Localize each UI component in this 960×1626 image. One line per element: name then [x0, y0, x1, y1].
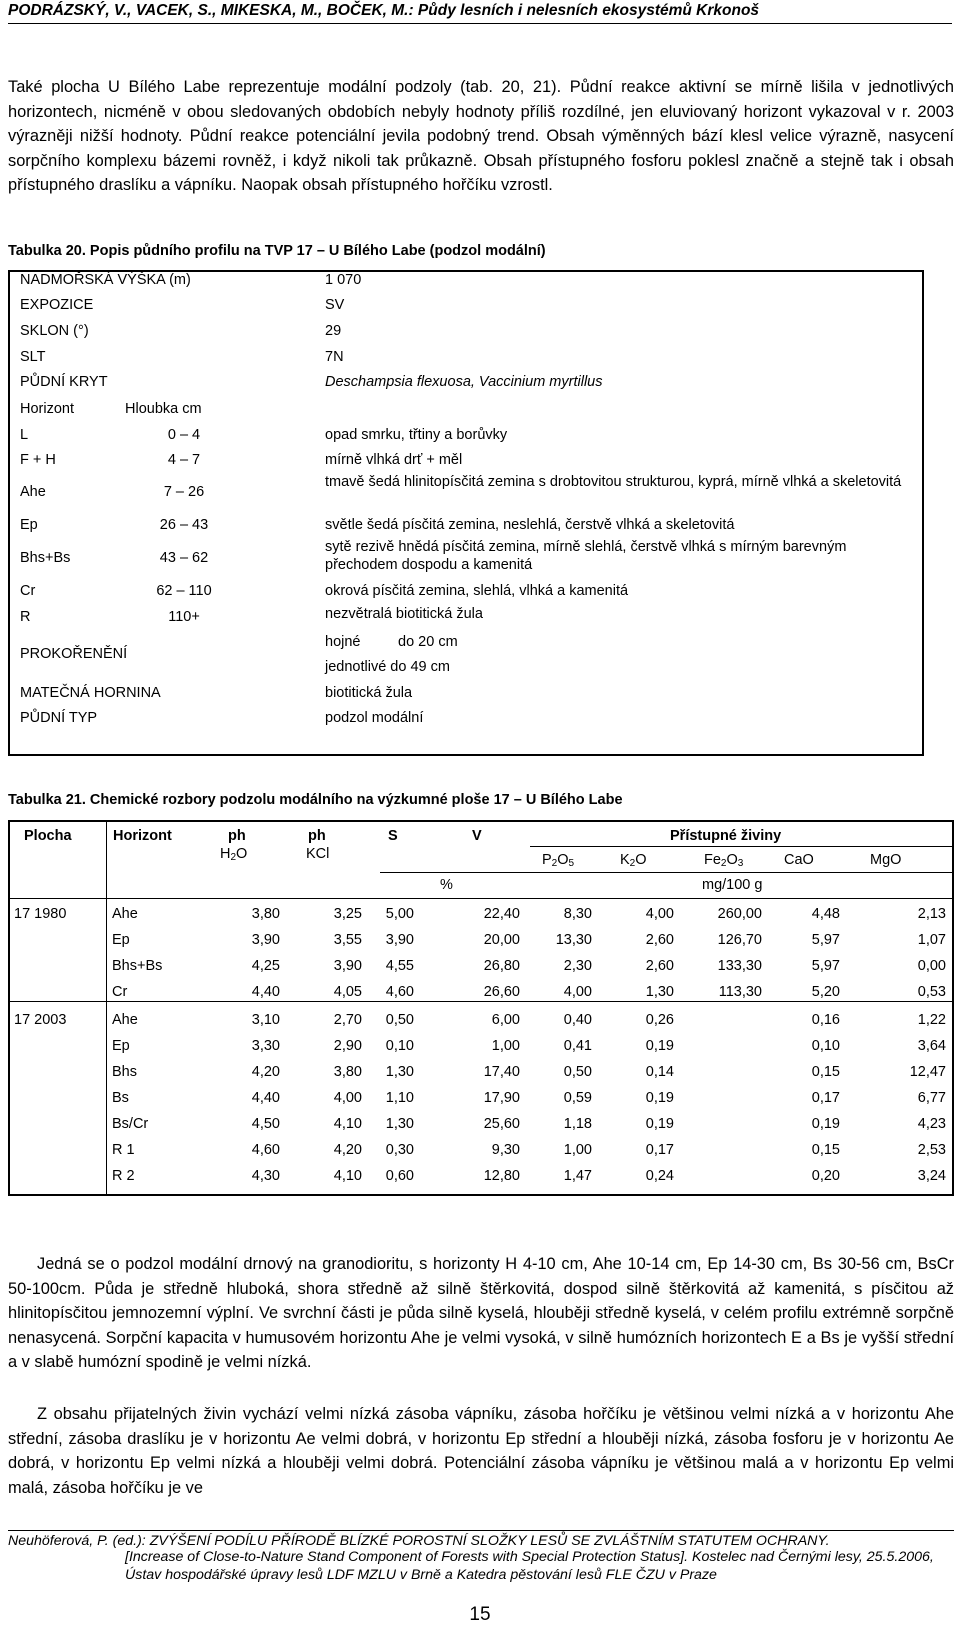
parent-rock-label: MATEČNÁ HORNINA — [20, 685, 161, 701]
cell-p: 1,47 — [563, 1168, 592, 1184]
horizon-desc: okrová písčitá zemina, slehlá, vlhká a kamenitá — [325, 583, 629, 599]
header-p2o5: $P_2O_5$ — [542, 852, 575, 869]
cell-s: 4,60 — [385, 984, 414, 1000]
cell-v: 22,40 — [483, 906, 520, 922]
header-mgo: MgO — [870, 852, 902, 868]
cell-v: 20,00 — [483, 932, 520, 948]
cell-ph2: 4,10 — [333, 1116, 362, 1132]
cell-mg: 0,53 — [917, 984, 946, 1000]
horizon-name: Bhs+Bs — [20, 550, 71, 566]
unit-mg: mg/100 g — [702, 877, 763, 893]
cell-mg: 12,47 — [909, 1064, 946, 1080]
cell-mg: 2,13 — [917, 906, 946, 922]
cell-hz: R 1 — [112, 1142, 135, 1158]
cell-ph1: 3,80 — [251, 906, 280, 922]
cell-mg: 1,22 — [917, 1012, 946, 1028]
cell-ph2: 3,25 — [333, 906, 362, 922]
unit-percent: % — [440, 877, 453, 893]
cell-ph2: 4,05 — [333, 984, 362, 1000]
cell-s: 4,55 — [385, 958, 414, 974]
cell-s: 3,90 — [385, 932, 414, 948]
cell-hz: Bhs+Bs — [112, 958, 163, 974]
cell-ph2: 3,55 — [333, 932, 362, 948]
horizon-name: Ep — [20, 517, 38, 533]
cell-ph2: 3,80 — [333, 1064, 362, 1080]
cell-ph1: 3,90 — [251, 932, 280, 948]
horizon-desc: tmavě šedá hlinitopísčitá zemina s drobtovitou strukturou, kyprá, mírně vlhká a skeletovitá — [325, 474, 902, 490]
cell-ph1: 3,10 — [251, 1012, 280, 1028]
horizon-name: L — [20, 427, 29, 443]
cell-hz: Ahe — [112, 1012, 138, 1028]
cell-p: 0,50 — [563, 1064, 592, 1080]
cell-hz: Ep — [112, 1038, 130, 1054]
cell-ca: 5,97 — [811, 932, 840, 948]
cell-ph1: 4,30 — [251, 1168, 280, 1184]
rooting-value-1a: hojné — [325, 634, 361, 650]
header-k2o: $K_2O$ — [620, 852, 647, 869]
horizon-name: R — [20, 609, 31, 625]
cell-mg: 6,77 — [917, 1090, 946, 1106]
cell-s: 0,60 — [385, 1168, 414, 1184]
header-ph-h2o: ph — [228, 828, 246, 844]
horizon-name: Cr — [20, 583, 36, 599]
cell-ph2: 3,90 — [333, 958, 362, 974]
cell-ca: 0,16 — [811, 1012, 840, 1028]
cell-k: 0,19 — [645, 1090, 674, 1106]
cell-k: 0,17 — [645, 1142, 674, 1158]
info-value: 1 070 — [325, 272, 362, 288]
rooting-value-1b: do 20 cm — [398, 634, 458, 650]
header-plocha: Plocha — [24, 828, 72, 844]
cell-ca: 0,10 — [811, 1038, 840, 1054]
cell-ca: 5,97 — [811, 958, 840, 974]
horizon-depth: 110+ — [168, 609, 200, 625]
table20-caption: Tabulka 20. Popis půdního profilu na TVP 17 – U Bílého Labe (podzol modální) — [8, 243, 546, 259]
cell-ph1: 3,30 — [251, 1038, 280, 1054]
info-value: 29 — [325, 323, 342, 339]
info-label: EXPOZICE — [20, 297, 94, 313]
horizon-depth: 62 – 110 — [156, 583, 212, 599]
table21-caption: Tabulka 21. Chemické rozbory podzolu modálního na výzkumné ploše 17 – U Bílého Labe — [8, 792, 623, 808]
cell-ph1: 4,25 — [251, 958, 280, 974]
cell-mg: 0,00 — [917, 958, 946, 974]
cell-k: 2,60 — [645, 958, 674, 974]
cell-ph1: 4,40 — [251, 1090, 280, 1106]
cell-k: 2,60 — [645, 932, 674, 948]
cell-v: 25,60 — [483, 1116, 520, 1132]
horizon-desc: světle šedá písčitá zemina, neslehlá, čerstvě vlhká a skeletovitá — [325, 517, 735, 533]
cell-k: 0,14 — [645, 1064, 674, 1080]
soil-type-label: PŮDNÍ TYP — [20, 710, 98, 726]
cell-ph2: 4,00 — [333, 1090, 362, 1106]
footer-citation-translation: [Increase of Close-to-Nature Stand Component of Forests with Special Protection Status]. Kostelec nad Černými lesy, 25.5.2006, Ústav hospodářské úpravy lesů LDF MZLU v Brně a Katedra pěstování lesů FLE ČZU v Praze — [125, 1549, 934, 1583]
parent-rock-value: biotitická žula — [325, 685, 413, 701]
cell-ca: 5,20 — [811, 984, 840, 1000]
body-paragraph-2: Z obsahu přijatelných živin vychází velmi nízká zásoba vápníku, zásoba hořčíku je většinou velmi nízká a v horizontu Ahe střední, zásoba draslíku je v horizontu Ae velmi dobrá, v horizontu Ep střední a hlouběji nízká, zásoba fosforu je v horizontu Ae dobrá, v horizontu Ep velmi nízká a hlouběji velmi dobrá. Potenciální zásoba vápníku je většinou malá a v horizontu Ep velmi malá, zásoba hořčíku je ve — [8, 1405, 954, 1497]
horizon-desc: nezvětralá biotitická žula — [325, 606, 483, 622]
header-nutrients: Přístupné živiny — [670, 828, 782, 844]
cell-hz: Bs — [112, 1090, 129, 1106]
cell-v: 6,00 — [491, 1012, 520, 1028]
header-cao: CaO — [784, 852, 814, 868]
header-ph-h2o-sub: $H_2O$ — [220, 846, 248, 863]
cell-p: 13,30 — [555, 932, 592, 948]
horizon-desc: opad smrku, třtiny a borůvky — [325, 427, 508, 443]
horizon-header: Horizont — [20, 401, 74, 417]
cell-s: 0,50 — [385, 1012, 414, 1028]
cell-k: 0,26 — [645, 1012, 674, 1028]
cell-v: 9,30 — [491, 1142, 520, 1158]
header-v: V — [472, 828, 482, 844]
running-header: PODRÁZSKÝ, V., VACEK, S., MIKESKA, M., BOČEK, M.: Půdy lesních i nelesních ekosystémů Krkonoš — [8, 2, 952, 24]
cell-hz: Ep — [112, 932, 130, 948]
cell-v: 17,40 — [483, 1064, 520, 1080]
cell-hz: Bhs — [112, 1064, 137, 1080]
cell-ca: 0,17 — [811, 1090, 840, 1106]
cell-ph2: 2,90 — [333, 1038, 362, 1054]
page-number: 15 — [469, 1604, 491, 1625]
header-ph-kcl-sub: KCl — [306, 846, 330, 862]
cell-p: 0,59 — [563, 1090, 592, 1106]
cell-s: 1,10 — [385, 1090, 414, 1106]
cell-p: 2,30 — [563, 958, 592, 974]
rooting-value-2: jednotlivé do 49 cm — [325, 659, 450, 675]
cell-ph1: 4,50 — [251, 1116, 280, 1132]
cell-k: 0,24 — [645, 1168, 674, 1184]
header-horizont: Horizont — [113, 828, 172, 844]
cell-ph1: 4,20 — [251, 1064, 280, 1080]
cell-ca: 0,19 — [811, 1116, 840, 1132]
cell-s: 0,10 — [385, 1038, 414, 1054]
cell-p: 8,30 — [563, 906, 592, 922]
cell-ph2: 4,10 — [333, 1168, 362, 1184]
body-paragraph-1: Jedná se o podzol modální drnový na granodioritu, s horizonty H 4-10 cm, Ahe 10-14 cm, Ep 14-30 cm, Bs 30-56 cm, BsCr 50-100cm. Půda je středně hluboká, shora středně až silně štěrkovitá, dospod silně štěrkovitá až kamenitá, s písčitou až hlinitopísčitou jemnozemní výplní. Ve svrchní části je půda silně kyselá, hlouběji středně kyselá, v celém profilu extrémně sorpčně nenasycená. Sorpční kapacita v humusovém horizontu Ahe je velmi vysoká, v silně humózních horizontech E a Bs je vyšší střední a v slabě humózní spodině je velmi nízká. — [8, 1255, 954, 1371]
cell-s: 1,30 — [385, 1116, 414, 1132]
cell-ca: 0,20 — [811, 1168, 840, 1184]
cell-ca: 0,15 — [811, 1142, 840, 1158]
cell-v: 12,80 — [483, 1168, 520, 1184]
depth-header: Hloubka cm — [125, 401, 202, 417]
cell-mg: 3,64 — [917, 1038, 946, 1054]
cell-ca: 0,15 — [811, 1064, 840, 1080]
cell-ca: 4,48 — [811, 906, 840, 922]
cell-p: 1,18 — [563, 1116, 592, 1132]
cell-plot: 17 2003 — [14, 1012, 67, 1028]
info-label: NADMOŘSKÁ VÝŠKA (m) — [20, 272, 191, 288]
cell-mg: 4,23 — [917, 1116, 946, 1132]
cell-hz: Bs/Cr — [112, 1116, 149, 1132]
cell-fe: 126,70 — [717, 932, 762, 948]
cell-k: 1,30 — [645, 984, 674, 1000]
rooting-label: PROKOŘENĚNÍ — [20, 646, 128, 662]
cell-plot: 17 1980 — [14, 906, 67, 922]
info-label: SKLON (°) — [20, 323, 89, 339]
footer-citation: Neuhöferová, P. (ed.): ZVÝŠENÍ PODÍLU PŘÍRODĚ BLÍZKÉ POROSTNÍ SLOŽKY LESŮ SE ZVLÁŠTNÍM STATUTEM OCHRANY. — [8, 1530, 954, 1550]
info-value: SV — [325, 297, 345, 313]
cell-fe: 260,00 — [717, 906, 762, 922]
horizon-name: F + H — [20, 452, 56, 468]
cell-k: 0,19 — [645, 1038, 674, 1054]
cell-v: 17,90 — [483, 1090, 520, 1106]
header-fe2o3: $Fe_2O_3$ — [704, 852, 744, 869]
cell-mg: 2,53 — [917, 1142, 946, 1158]
horizon-desc: mírně vlhká drť + měl — [325, 452, 463, 468]
cell-fe: 113,30 — [718, 984, 762, 1000]
cell-p: 0,40 — [563, 1012, 592, 1028]
horizon-depth: 26 – 43 — [159, 517, 209, 533]
cell-k: 4,00 — [645, 906, 674, 922]
cell-hz: R 2 — [112, 1168, 135, 1184]
cell-mg: 3,24 — [917, 1168, 946, 1184]
horizon-depth: 43 – 62 — [159, 550, 209, 566]
info-label: SLT — [20, 349, 46, 365]
cell-ph2: 4,20 — [333, 1142, 362, 1158]
horizon-depth: 7 – 26 — [163, 484, 205, 500]
cell-p: 1,00 — [563, 1142, 592, 1158]
info-value: 7N — [325, 349, 344, 365]
chemical-analysis-table — [8, 820, 954, 1196]
soil-profile-table — [8, 270, 924, 756]
horizon-desc: sytě rezivě hnědá písčitá zemina, mírně slehlá, čerstvě vlhká s mírným barevným přechodem dospodu a kamenitá — [325, 539, 847, 573]
cell-mg: 1,07 — [917, 932, 946, 948]
cell-ph1: 4,40 — [251, 984, 280, 1000]
horizon-depth: 0 – 4 — [167, 427, 201, 443]
cell-ph1: 4,60 — [251, 1142, 280, 1158]
soil-type-value: podzol modální — [325, 710, 424, 726]
horizon-name: Ahe — [20, 484, 46, 500]
cell-hz: Cr — [112, 984, 128, 1000]
cell-s: 0,30 — [385, 1142, 414, 1158]
info-value: Deschampsia flexuosa, Vaccinium myrtillus — [325, 374, 603, 390]
info-label: PŮDNÍ KRYT — [20, 374, 108, 390]
cell-k: 0,19 — [645, 1116, 674, 1132]
header-s: S — [388, 828, 398, 844]
cell-fe: 133,30 — [717, 958, 762, 974]
cell-hz: Ahe — [112, 906, 138, 922]
cell-ph2: 2,70 — [333, 1012, 362, 1028]
cell-s: 1,30 — [385, 1064, 414, 1080]
cell-s: 5,00 — [385, 906, 414, 922]
header-ph-kcl: ph — [308, 828, 326, 844]
cell-v: 26,80 — [483, 958, 520, 974]
cell-v: 26,60 — [483, 984, 520, 1000]
cell-p: 4,00 — [563, 984, 592, 1000]
cell-p: 0,41 — [563, 1038, 592, 1054]
cell-v: 1,00 — [491, 1038, 520, 1054]
horizon-depth: 4 – 7 — [167, 452, 201, 468]
intro-paragraph: Také plocha U Bílého Labe reprezentuje modální podzoly (tab. 20, 21). Půdní reakce aktivní se mírně lišila v jednotlivých horizontech, nicméně v obou sledovaných obdobích nebyly hodnoty příliš rozdílné, jen eluviovaný horizont vykazoval v r. 2003 výrazněji nižší hodnoty. Půdní reakce potenciální jevila podobný trend. Obsah výměnných bází klesl velice výrazně, nasycení sorpčního komplexu bázemi rovněž, i když nikoli tak průkazně. Obsah přístupného fosforu poklesl značně a stejně tak i obsah přístupného draslíku a vápníku. Naopak obsah přístupného hořčíku vzrostl. — [8, 78, 954, 194]
